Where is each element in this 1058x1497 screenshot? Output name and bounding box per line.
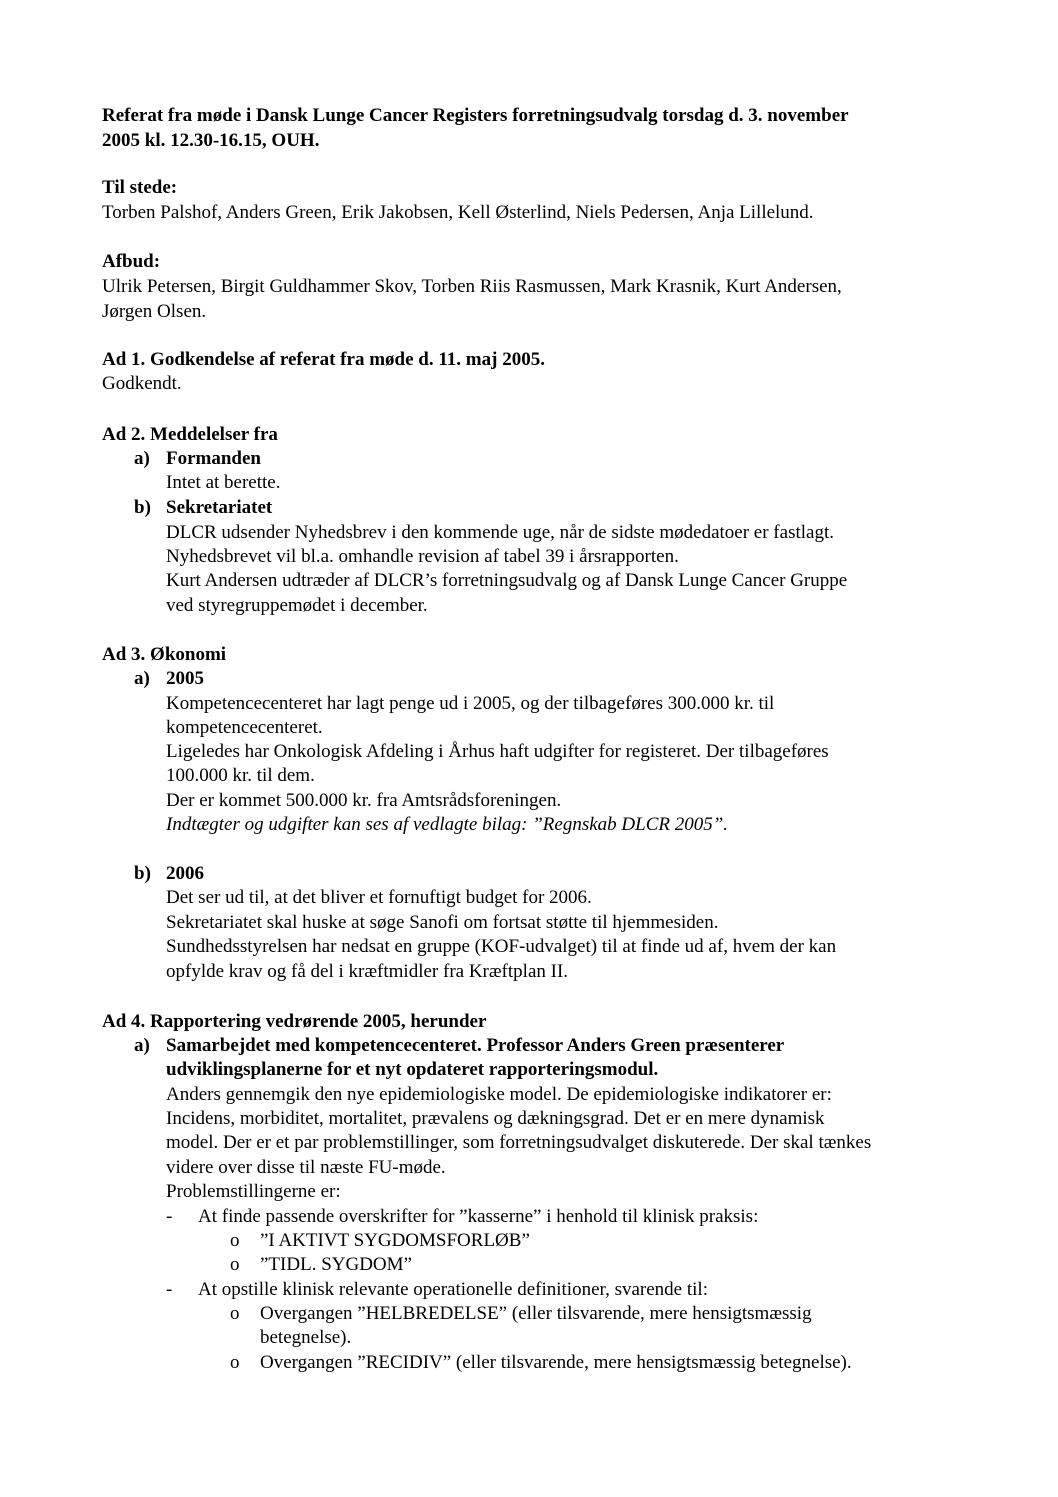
item2-b-title: Sekretariatet <box>166 497 273 518</box>
item4-a-marker: a) <box>134 1035 150 1056</box>
item2-a-marker: a) <box>134 448 150 469</box>
item3-a-marker: a) <box>134 668 150 689</box>
item2-b-marker: b) <box>134 497 151 518</box>
sub-bullet-text: betegnelse). <box>260 1327 352 1348</box>
item3-b-line: Sundhedsstyrelsen har nedsat en gruppe (KOF-udvalget) til at finde ud af, hvem der kan <box>166 936 837 957</box>
dash-item-2-text: At opstille klinisk relevante operationelle definitioner, svarende til: <box>198 1279 708 1300</box>
item4-a-line: model. Der er et par problemstillinger, som forretningsudvalget diskuterede. Der skal tænkes <box>166 1132 872 1153</box>
item4-a-title-line-1: Samarbejdet med kompetencecenteret. Professor Anders Green præsenterer <box>166 1035 785 1056</box>
item3-b-marker: b) <box>134 863 151 884</box>
item2-a-title: Formanden <box>166 448 261 469</box>
item1-heading: Ad 1. Godkendelse af referat fra møde d. 11. maj 2005. <box>102 349 545 370</box>
item3-a-line: kompetencecenteret. <box>166 717 323 738</box>
document-title-line-1: Referat fra møde i Dansk Lunge Cancer Registers forretningsudvalg torsdag d. 3. november <box>102 105 849 126</box>
item4-a-line: Incidens, morbiditet, mortalitet, prævalens og dækningsgrad. Det er en mere dynamisk <box>166 1108 825 1129</box>
sub-bullet-text: ”TIDL. SYGDOM” <box>260 1254 412 1275</box>
item2-b-line: Nyhedsbrevet vil bl.a. omhandle revision af tabel 39 i årsrapporten. <box>166 546 679 567</box>
item1-text: Godkendt. <box>102 373 182 394</box>
present-heading: Til stede: <box>102 177 178 198</box>
item4-a-line: Problemstillingerne er: <box>166 1181 341 1202</box>
item4-a-line: videre over disse til næste FU-møde. <box>166 1157 446 1178</box>
item3-a-italic-note: Indtægter og udgifter kan ses af vedlagte bilag: ”Regnskab DLCR 2005”. <box>166 814 729 835</box>
dash-item-1-text: At finde passende overskrifter for ”kasserne” i henhold til klinisk praksis: <box>198 1206 759 1227</box>
circle-bullet: o <box>230 1254 240 1275</box>
circle-bullet: o <box>230 1303 240 1324</box>
item2-b-line: ved styregruppemødet i december. <box>166 595 428 616</box>
item3-b-title: 2006 <box>166 863 204 884</box>
document-title-line-2: 2005 kl. 12.30-16.15, OUH. <box>102 130 320 151</box>
item3-a-line: 100.000 kr. til dem. <box>166 765 315 786</box>
item4-a-title-line-2: udviklingsplanerne for et nyt opdateret rapporteringsmodul. <box>166 1059 659 1080</box>
item3-a-line: Kompetencecenteret har lagt penge ud i 2005, og der tilbageføres 300.000 kr. til <box>166 693 775 714</box>
dash-bullet: - <box>166 1206 173 1227</box>
item3-a-line: Ligeledes har Onkologisk Afdeling i Århus haft udgifter for registeret. Der tilbageføres <box>166 741 829 762</box>
absent-names-line-2: Jørgen Olsen. <box>102 301 207 322</box>
item2-b-line: DLCR udsender Nyhedsbrev i den kommende uge, når de sidste mødedatoer er fastlagt. <box>166 522 834 543</box>
present-names: Torben Palshof, Anders Green, Erik Jakobsen, Kell Østerlind, Niels Pedersen, Anja Lillelund. <box>102 202 814 223</box>
absent-heading: Afbud: <box>102 251 161 272</box>
item3-heading: Ad 3. Økonomi <box>102 644 227 665</box>
item3-b-line: Det ser ud til, at det bliver et fornuftigt budget for 2006. <box>166 887 592 908</box>
item4-heading: Ad 4. Rapportering vedrørende 2005, herunder <box>102 1011 487 1032</box>
item3-a-title: 2005 <box>166 668 204 689</box>
item2-b-line: Kurt Andersen udtræder af DLCR’s forretningsudvalg og af Dansk Lunge Cancer Gruppe <box>166 570 848 591</box>
dash-bullet: - <box>166 1279 173 1300</box>
absent-names-line-1: Ulrik Petersen, Birgit Guldhammer Skov, Torben Riis Rasmussen, Mark Krasnik, Kurt Andersen, <box>102 276 842 297</box>
sub-bullet-text: Overgangen ”RECIDIV” (eller tilsvarende, mere hensigtsmæssig betegnelse). <box>260 1352 852 1373</box>
sub-bullet-text: Overgangen ”HELBREDELSE” (eller tilsvarende, mere hensigtsmæssig <box>260 1303 812 1324</box>
sub-bullet-text: ”I AKTIVT SYGDOMSFORLØB” <box>260 1230 530 1251</box>
item3-a-line: Der er kommet 500.000 kr. fra Amtsrådsforeningen. <box>166 790 562 811</box>
item3-b-line: Sekretariatet skal huske at søge Sanofi om fortsat støtte til hjemmesiden. <box>166 912 719 933</box>
item3-b-line: opfylde krav og få del i kræftmidler fra Kræftplan II. <box>166 961 569 982</box>
item2-a-line: Intet at berette. <box>166 472 281 493</box>
circle-bullet: o <box>230 1352 240 1373</box>
item2-heading: Ad 2. Meddelelser fra <box>102 424 278 445</box>
circle-bullet: o <box>230 1230 240 1251</box>
item4-a-line: Anders gennemgik den nye epidemiologiske model. De epidemiologiske indikatorer er: <box>166 1084 832 1105</box>
